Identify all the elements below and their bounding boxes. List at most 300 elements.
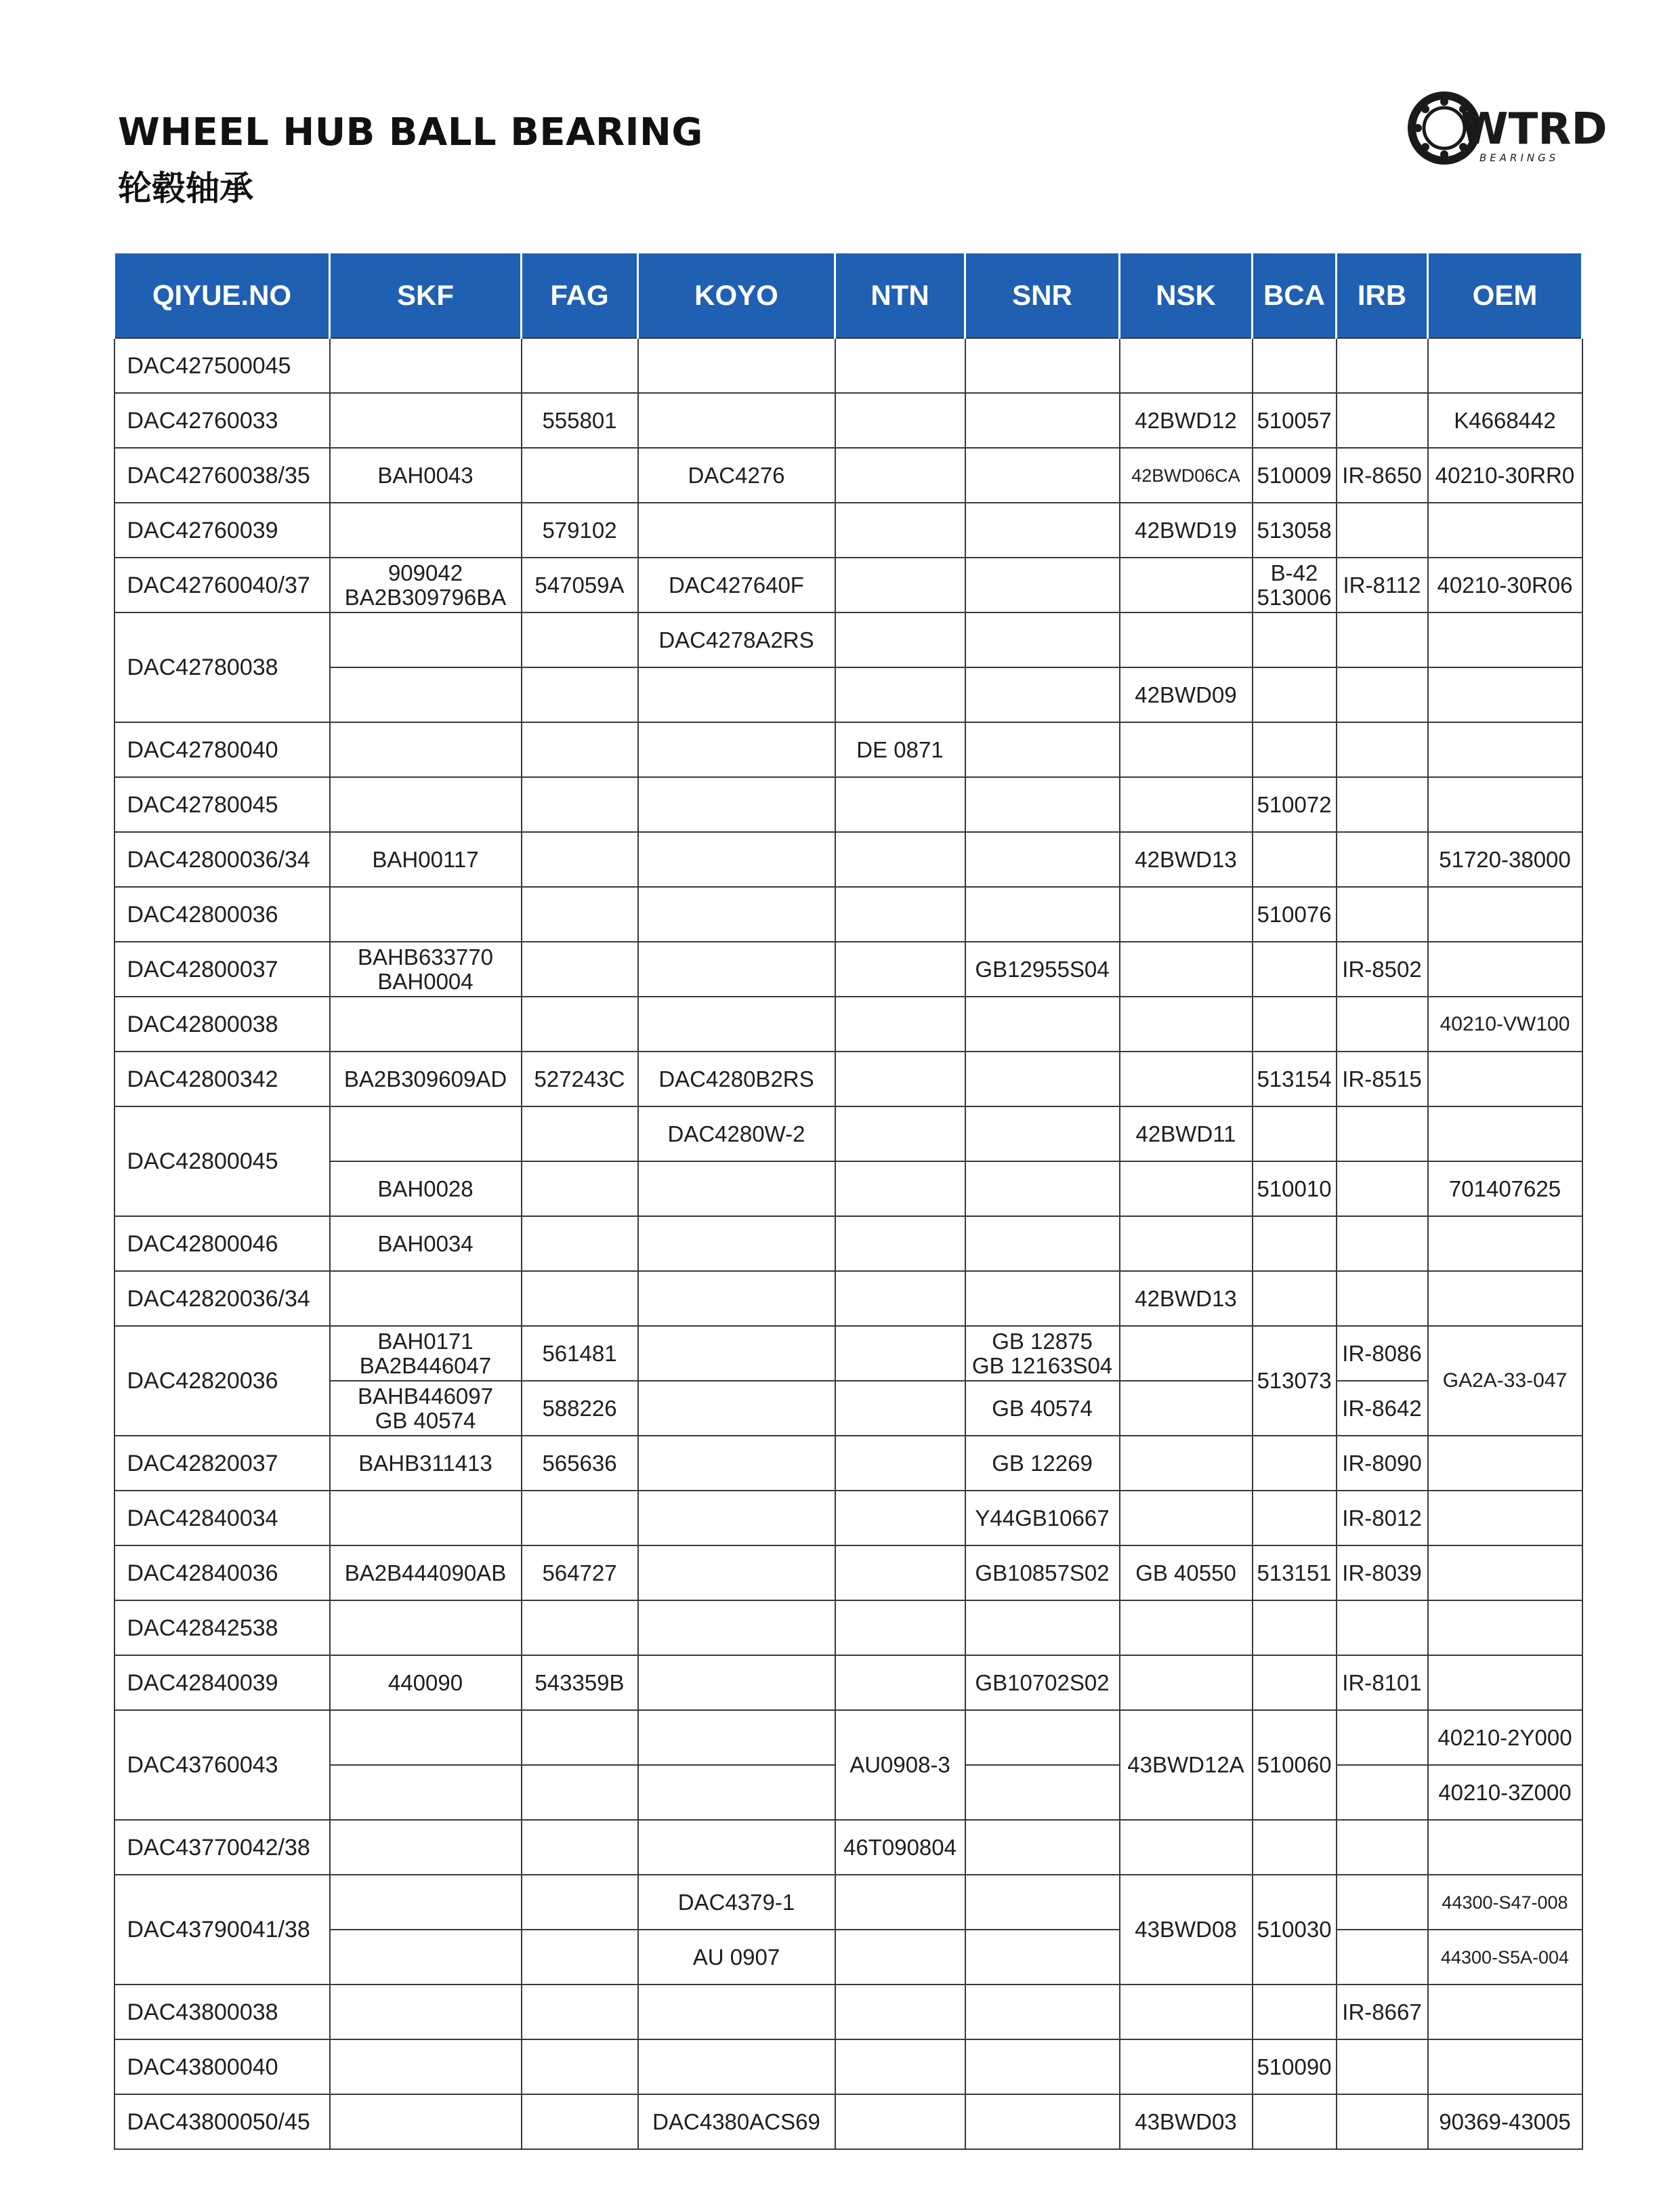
koyo-cell: [638, 1820, 835, 1875]
oem-cell: [1428, 777, 1582, 832]
nsk-cell: 43BWD08: [1120, 1875, 1253, 1985]
ntn-cell: AU0908-3: [835, 1710, 965, 1820]
nsk-cell: [1120, 1052, 1253, 1106]
qiyue-cell: DAC42760040/37: [114, 558, 330, 612]
koyo-cell: [638, 942, 835, 997]
bearing-table: [113, 253, 1583, 2150]
qiyue-cell: DAC42800037: [114, 942, 330, 997]
bca-cell: [1253, 1491, 1337, 1545]
bca-cell: [1253, 1600, 1337, 1655]
bca-cell: [1253, 1271, 1337, 1326]
koyo-cell: AU 0907: [638, 1930, 835, 1985]
koyo-cell: [638, 997, 835, 1052]
bca-cell: 510072: [1253, 777, 1337, 832]
qiyue-cell: DAC42800342: [114, 1052, 330, 1106]
nsk-cell: 43BWD03: [1120, 2094, 1253, 2149]
irb-cell: [1337, 997, 1428, 1052]
koyo-cell: [638, 1161, 835, 1216]
irb-cell: [1337, 1216, 1428, 1271]
koyo-cell: [638, 1216, 835, 1271]
irb-cell: [1337, 1600, 1428, 1655]
nsk-cell: [1120, 1436, 1253, 1491]
skf-cell: [330, 1326, 522, 1381]
fag-cell: 579102: [522, 503, 638, 558]
koyo-cell: [638, 1985, 835, 2039]
bca-cell: 510076: [1253, 887, 1337, 942]
table-row: [114, 1381, 1582, 1436]
snr-cell: [965, 667, 1120, 722]
skf-cell: [330, 503, 522, 558]
ntn-cell: [835, 832, 965, 887]
irb-cell: [1337, 1271, 1428, 1326]
koyo-cell: [638, 1491, 835, 1545]
ntn-cell: [835, 503, 965, 558]
skf-cell: BA2B309609AD: [330, 1052, 522, 1106]
irb-cell: [1337, 1875, 1428, 1930]
bca-cell: 513073: [1253, 1326, 1337, 1436]
qiyue-cell: DAC42800038: [114, 997, 330, 1052]
ntn-cell: [835, 2039, 965, 2094]
oem-cell: 40210-3Z000: [1428, 1765, 1582, 1820]
qiyue-cell: DAC42800045: [114, 1106, 330, 1216]
koyo-cell: DAC4379-1: [638, 1875, 835, 1930]
oem-cell: [1428, 942, 1582, 997]
nsk-cell: 42BWD12: [1120, 393, 1253, 448]
table-row: [114, 942, 1582, 997]
table-row: [114, 1545, 1582, 1600]
snr-cell: [965, 777, 1120, 832]
nsk-cell: 42BWD09: [1120, 667, 1253, 722]
fag-cell: [522, 1491, 638, 1545]
nsk-cell: [1120, 942, 1253, 997]
skf-cell: BAH00117: [330, 832, 522, 887]
nsk-cell: [1120, 722, 1253, 777]
irb-cell: [1337, 832, 1428, 887]
koyo-cell: [638, 338, 835, 393]
table-row: [114, 1600, 1582, 1655]
bca-cell: 510009: [1253, 448, 1337, 503]
fag-cell: 565636: [522, 1436, 638, 1491]
nsk-cell: 42BWD13: [1120, 832, 1253, 887]
oem-cell: [1428, 1985, 1582, 2039]
irb-cell: [1337, 612, 1428, 667]
nsk-cell: [1120, 997, 1253, 1052]
snr-cell: [965, 722, 1120, 777]
oem-cell: [1428, 1106, 1582, 1161]
qiyue-cell: DAC43770042/38: [114, 1820, 330, 1875]
oem-cell: [1428, 1271, 1582, 1326]
qiyue-cell: DAC42820036: [114, 1326, 330, 1436]
nsk-cell: [1120, 1820, 1253, 1875]
skf-cell: BAH0034: [330, 1216, 522, 1271]
qiyue-cell: DAC42780038: [114, 612, 330, 722]
qiyue-cell: DAC42840036: [114, 1545, 330, 1600]
qiyue-cell: DAC42800046: [114, 1216, 330, 1271]
skf-cell: [330, 338, 522, 393]
fag-cell: [522, 1271, 638, 1326]
ntn-cell: [835, 667, 965, 722]
koyo-cell: [638, 667, 835, 722]
nsk-cell: 42BWD11: [1120, 1106, 1253, 1161]
oem-cell: [1428, 1655, 1582, 1710]
irb-cell: [1337, 887, 1428, 942]
koyo-cell: [638, 503, 835, 558]
skf-cell: [330, 612, 522, 667]
fag-cell: [522, 1216, 638, 1271]
irb-cell: [1337, 503, 1428, 558]
snr-cell: Y44GB10667: [965, 1491, 1120, 1545]
table-row: [114, 777, 1582, 832]
snr-cell: [965, 832, 1120, 887]
bca-cell: [1253, 997, 1337, 1052]
nsk-cell: [1120, 2039, 1253, 2094]
snr-cell: [965, 1875, 1120, 1930]
irb-cell: [1337, 1106, 1428, 1161]
oem-cell: 40210-2Y000: [1428, 1710, 1582, 1765]
table-row: [114, 1710, 1582, 1765]
oem-cell: 51720-38000: [1428, 832, 1582, 887]
column-header: BCA: [1253, 253, 1337, 338]
table-row: [114, 1930, 1582, 1985]
fag-cell: [522, 1820, 638, 1875]
ntn-cell: [835, 1271, 965, 1326]
bca-cell: [1253, 722, 1337, 777]
snr-cell: [965, 1161, 1120, 1216]
skf-cell: [330, 2039, 522, 2094]
skf-cell: [330, 1875, 522, 1930]
oem-cell: 44300-S47-008: [1428, 1875, 1582, 1930]
snr-cell: GB10857S02: [965, 1545, 1120, 1600]
ntn-cell: [835, 1600, 965, 1655]
qiyue-cell: DAC43800050/45: [114, 2094, 330, 2149]
koyo-cell: [638, 887, 835, 942]
snr-cell: [965, 1106, 1120, 1161]
qiyue-cell: DAC42780040: [114, 722, 330, 777]
irb-cell: IR-8090: [1337, 1436, 1428, 1491]
snr-cell: [965, 2039, 1120, 2094]
ntn-cell: [835, 1545, 965, 1600]
skf-cell: [330, 1491, 522, 1545]
irb-cell: [1337, 1820, 1428, 1875]
qiyue-cell: DAC427500045: [114, 338, 330, 393]
snr-cell: [965, 393, 1120, 448]
oem-cell: [1428, 667, 1582, 722]
koyo-cell: [638, 1545, 835, 1600]
qiyue-cell: DAC42800036/34: [114, 832, 330, 887]
koyo-cell: DAC4280B2RS: [638, 1052, 835, 1106]
bca-cell: 510057: [1253, 393, 1337, 448]
irb-cell: [1337, 667, 1428, 722]
ntn-cell: [835, 1161, 965, 1216]
qiyue-cell: DAC42842538: [114, 1600, 330, 1655]
table-row: [114, 832, 1582, 887]
snr-cell: GB10702S02: [965, 1655, 1120, 1710]
qiyue-cell: DAC43760043: [114, 1710, 330, 1820]
table-row: [114, 1491, 1582, 1545]
table-row: [114, 1052, 1582, 1106]
skf-cell: [330, 2094, 522, 2149]
table-row: [114, 558, 1582, 612]
page-subtitle: 轮毂轴承: [118, 169, 253, 208]
oem-cell: K4668442: [1428, 393, 1582, 448]
snr-cell: [965, 1326, 1120, 1381]
ntn-cell: [835, 997, 965, 1052]
qiyue-cell: DAC42780045: [114, 777, 330, 832]
snr-cell: [965, 1600, 1120, 1655]
ntn-cell: [835, 393, 965, 448]
ntn-cell: [835, 1381, 965, 1436]
snr-cell: [965, 448, 1120, 503]
fag-cell: [522, 667, 638, 722]
qiyue-cell: DAC43800040: [114, 2039, 330, 2094]
koyo-cell: DAC4276: [638, 448, 835, 503]
bca-line: B-42: [1270, 560, 1318, 585]
fag-cell: [522, 1985, 638, 2039]
bca-cell: [1253, 667, 1337, 722]
ntn-cell: [835, 1052, 965, 1106]
koyo-cell: DAC4380ACS69: [638, 2094, 835, 2149]
nsk-cell: [1120, 777, 1253, 832]
bca-cell: 510060: [1253, 1710, 1337, 1820]
fag-cell: [522, 2039, 638, 2094]
koyo-cell: [638, 393, 835, 448]
qiyue-cell: DAC42800036: [114, 887, 330, 942]
qiyue-cell: DAC42760038/35: [114, 448, 330, 503]
irb-cell: IR-8650: [1337, 448, 1428, 503]
table-row: [114, 1985, 1582, 2039]
fag-cell: [522, 1875, 638, 1930]
irb-cell: [1337, 777, 1428, 832]
skf-line: 909042: [387, 560, 463, 585]
column-header: FAG: [522, 253, 638, 338]
skf-cell: [330, 1930, 522, 1985]
bca-cell: [1253, 558, 1337, 612]
nsk-cell: [1120, 1985, 1253, 2039]
skf-cell: BAH0028: [330, 1161, 522, 1216]
table-row: [114, 1161, 1582, 1216]
snr-line: GB 12163S04: [971, 1352, 1113, 1378]
qiyue-cell: DAC42840039: [114, 1655, 330, 1710]
table-row: [114, 1436, 1582, 1491]
irb-cell: IR-8101: [1337, 1655, 1428, 1710]
column-header: KOYO: [638, 253, 835, 338]
fag-cell: [522, 612, 638, 667]
irb-cell: [1337, 2039, 1428, 2094]
ntn-cell: [835, 1875, 965, 1930]
koyo-cell: [638, 2039, 835, 2094]
qiyue-cell: DAC42760033: [114, 393, 330, 448]
oem-cell: 90369-43005: [1428, 2094, 1582, 2149]
oem-cell: [1428, 612, 1582, 667]
fag-cell: [522, 338, 638, 393]
table-row: [114, 2039, 1582, 2094]
skf-cell: BAH0043: [330, 448, 522, 503]
logo-subtext: BEARINGS: [1479, 152, 1559, 164]
table-row: [114, 1875, 1582, 1930]
oem-cell: [1428, 1436, 1582, 1491]
irb-cell: IR-8502: [1337, 942, 1428, 997]
nsk-cell: 42BWD19: [1120, 503, 1253, 558]
fag-cell: [522, 777, 638, 832]
irb-cell: IR-8086: [1337, 1326, 1428, 1381]
logo-text: WTRD: [1461, 104, 1608, 154]
skf-cell: [330, 1820, 522, 1875]
fag-cell: [522, 1930, 638, 1985]
skf-cell: [330, 722, 522, 777]
snr-cell: [965, 612, 1120, 667]
bca-cell: [1253, 1216, 1337, 1271]
skf-line: BA2B446047: [359, 1352, 492, 1378]
oem-cell: 44300-S5A-004: [1428, 1930, 1582, 1985]
skf-cell: [330, 393, 522, 448]
column-header: QIYUE.NO: [114, 253, 330, 338]
skf-line: BAHB446097: [358, 1383, 493, 1409]
bca-cell: [1253, 2094, 1337, 2149]
skf-cell: [330, 1106, 522, 1161]
qiyue-cell: DAC42820036/34: [114, 1271, 330, 1326]
ntn-cell: [835, 1491, 965, 1545]
koyo-cell: [638, 1710, 835, 1765]
koyo-cell: [638, 1381, 835, 1436]
nsk-cell: [1120, 1655, 1253, 1710]
nsk-cell: 43BWD12A: [1120, 1710, 1253, 1820]
ntn-cell: [835, 1216, 965, 1271]
table-header-row: [114, 253, 1582, 338]
wtrd-logo: [1406, 88, 1608, 168]
nsk-cell: [1120, 1216, 1253, 1271]
nsk-cell: [1120, 1381, 1253, 1436]
koyo-cell: DAC4280W-2: [638, 1106, 835, 1161]
koyo-cell: DAC4278A2RS: [638, 612, 835, 667]
bca-cell: 513058: [1253, 503, 1337, 558]
skf-cell: [330, 1271, 522, 1326]
snr-cell: [965, 1216, 1120, 1271]
oem-cell: [1428, 503, 1582, 558]
bca-cell: [1253, 1436, 1337, 1491]
page-title: WHEEL HUB BALL BEARING: [118, 110, 703, 154]
table-row: [114, 997, 1582, 1052]
irb-cell: IR-8667: [1337, 1985, 1428, 2039]
skf-cell: [330, 1985, 522, 2039]
bca-cell: 510090: [1253, 2039, 1337, 2094]
koyo-cell: DAC427640F: [638, 558, 835, 612]
table-row: [114, 887, 1582, 942]
fag-cell: [522, 722, 638, 777]
oem-cell: [1428, 1052, 1582, 1106]
ntn-cell: 46T090804: [835, 1820, 965, 1875]
snr-cell: GB 12269: [965, 1436, 1120, 1491]
snr-cell: [965, 1052, 1120, 1106]
table-row: [114, 2094, 1582, 2149]
table-row: [114, 1655, 1582, 1710]
table-row: [114, 338, 1582, 393]
nsk-cell: GB 40550: [1120, 1545, 1253, 1600]
ntn-cell: [835, 338, 965, 393]
ntn-cell: [835, 1436, 965, 1491]
irb-cell: [1337, 1765, 1428, 1820]
ntn-cell: [835, 558, 965, 612]
nsk-cell: [1120, 1600, 1253, 1655]
bca-cell: 510030: [1253, 1875, 1337, 1985]
skf-line: BAH0004: [377, 968, 474, 994]
koyo-cell: [638, 1765, 835, 1820]
column-header: SKF: [330, 253, 522, 338]
fag-cell: [522, 1765, 638, 1820]
bca-cell: [1253, 1820, 1337, 1875]
ntn-cell: [835, 1655, 965, 1710]
irb-cell: [1337, 393, 1428, 448]
snr-line: GB 12875: [992, 1328, 1093, 1354]
snr-cell: [965, 1765, 1120, 1820]
koyo-cell: [638, 777, 835, 832]
table-row: [114, 448, 1582, 503]
snr-cell: [965, 997, 1120, 1052]
fag-cell: 588226: [522, 1381, 638, 1436]
oem-cell: [1428, 2039, 1582, 2094]
snr-cell: [965, 2094, 1120, 2149]
bca-cell: 510010: [1253, 1161, 1337, 1216]
nsk-cell: [1120, 887, 1253, 942]
skf-cell: [330, 997, 522, 1052]
skf-cell: BAHB311413: [330, 1436, 522, 1491]
table-row: [114, 1106, 1582, 1161]
skf-cell: 440090: [330, 1655, 522, 1710]
irb-cell: [1337, 722, 1428, 777]
bca-cell: [1253, 338, 1337, 393]
irb-cell: [1337, 2094, 1428, 2149]
bca-cell: 513154: [1253, 1052, 1337, 1106]
snr-cell: GB12955S04: [965, 942, 1120, 997]
bca-line: 513006: [1257, 584, 1332, 610]
ntn-cell: [835, 942, 965, 997]
bca-cell: [1253, 1655, 1337, 1710]
fag-cell: [522, 2094, 638, 2149]
skf-cell: [330, 1381, 522, 1436]
snr-cell: [965, 1820, 1120, 1875]
bca-cell: [1253, 1106, 1337, 1161]
irb-cell: IR-8642: [1337, 1381, 1428, 1436]
koyo-cell: [638, 1326, 835, 1381]
fag-cell: [522, 997, 638, 1052]
ntn-cell: [835, 1930, 965, 1985]
irb-cell: IR-8515: [1337, 1052, 1428, 1106]
koyo-cell: [638, 1600, 835, 1655]
table-row: [114, 667, 1582, 722]
skf-cell: [330, 1600, 522, 1655]
fag-cell: [522, 942, 638, 997]
oem-cell: 40210-30R06: [1428, 558, 1582, 612]
nsk-cell: 42BWD06CA: [1120, 448, 1253, 503]
snr-cell: [965, 338, 1120, 393]
oem-cell: [1428, 1491, 1582, 1545]
bca-cell: [1253, 942, 1337, 997]
ntn-cell: [835, 887, 965, 942]
ntn-cell: [835, 448, 965, 503]
snr-cell: [965, 887, 1120, 942]
fag-cell: 547059A: [522, 558, 638, 612]
oem-cell: 40210-30RR0: [1428, 448, 1582, 503]
koyo-cell: [638, 722, 835, 777]
skf-cell: BA2B444090AB: [330, 1545, 522, 1600]
table-row: [114, 1326, 1582, 1381]
oem-cell: [1428, 1820, 1582, 1875]
bca-cell: 513151: [1253, 1545, 1337, 1600]
qiyue-cell: DAC42840034: [114, 1491, 330, 1545]
ntn-cell: [835, 1106, 965, 1161]
skf-cell: [330, 942, 522, 997]
table-row: [114, 612, 1582, 667]
skf-line: BAH0171: [377, 1328, 474, 1354]
